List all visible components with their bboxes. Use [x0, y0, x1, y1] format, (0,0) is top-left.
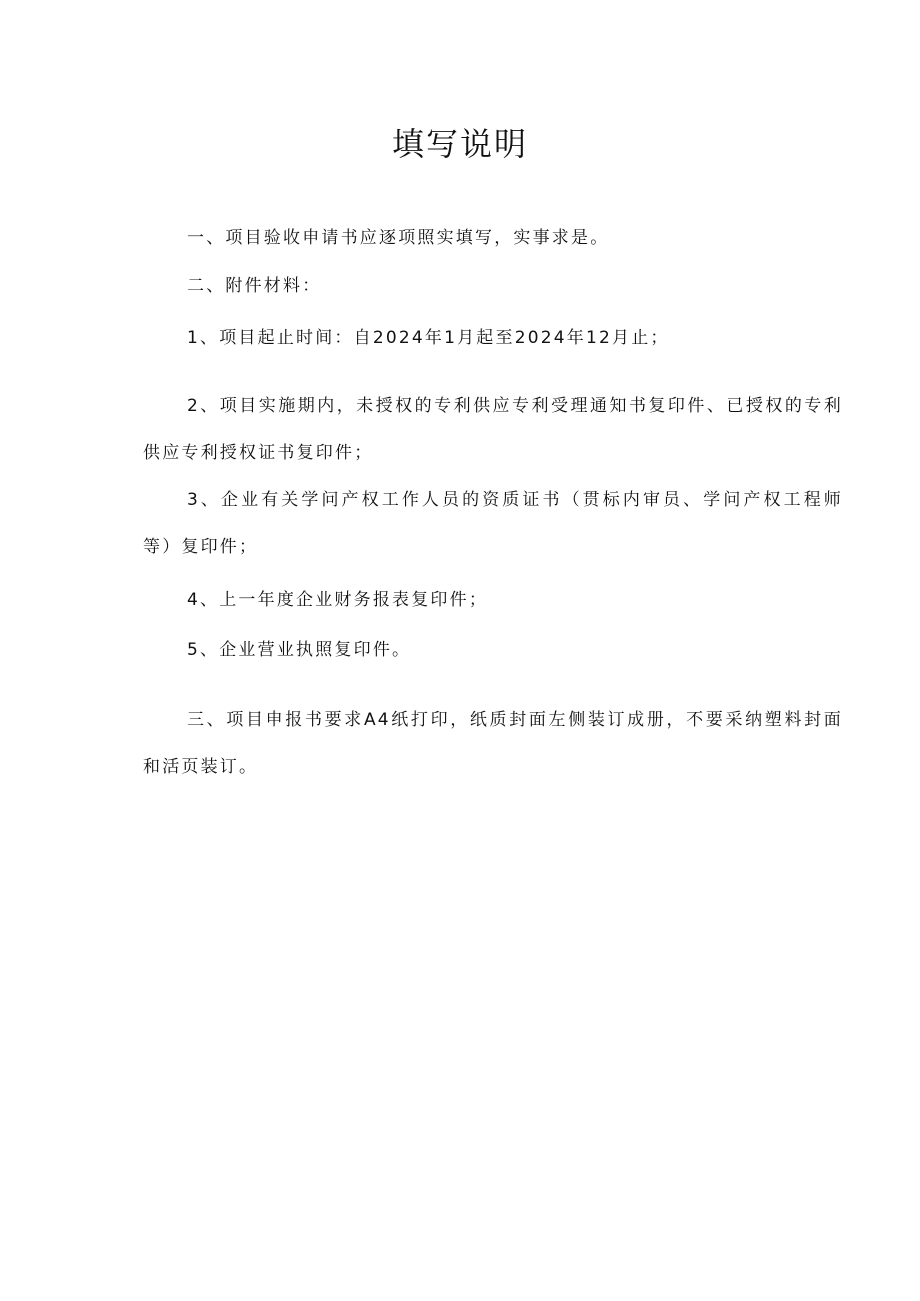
attachment-item-4: 4、上一年度企业财务报表复印件；	[187, 590, 489, 610]
attachment-item-5: 5、企业营业执照复印件。	[187, 640, 412, 660]
instruction-paragraph-3: 三、项目申报书要求A4纸打印，纸质封面左侧装订成册，不要采纳塑料封面和活页装订。	[143, 710, 843, 777]
page-title: 填写说明	[391, 125, 528, 163]
instruction-paragraph-2: 二、附件材料：	[187, 276, 322, 296]
attachment-item-1: 1、项目起止时间：自2024年1月起至2024年12月止；	[187, 328, 670, 348]
attachment-item-3: 3、企业有关学问产权工作人员的资质证书（贯标内审员、学问产权工程师等）复印件；	[143, 490, 843, 557]
attachment-item-2: 2、项目实施期内，未授权的专利供应专利受理通知书复印件、已授权的专利供应专利授权证书复印件；	[143, 396, 843, 463]
instruction-paragraph-1: 一、项目验收申请书应逐项照实填写，实事求是。	[187, 228, 610, 248]
